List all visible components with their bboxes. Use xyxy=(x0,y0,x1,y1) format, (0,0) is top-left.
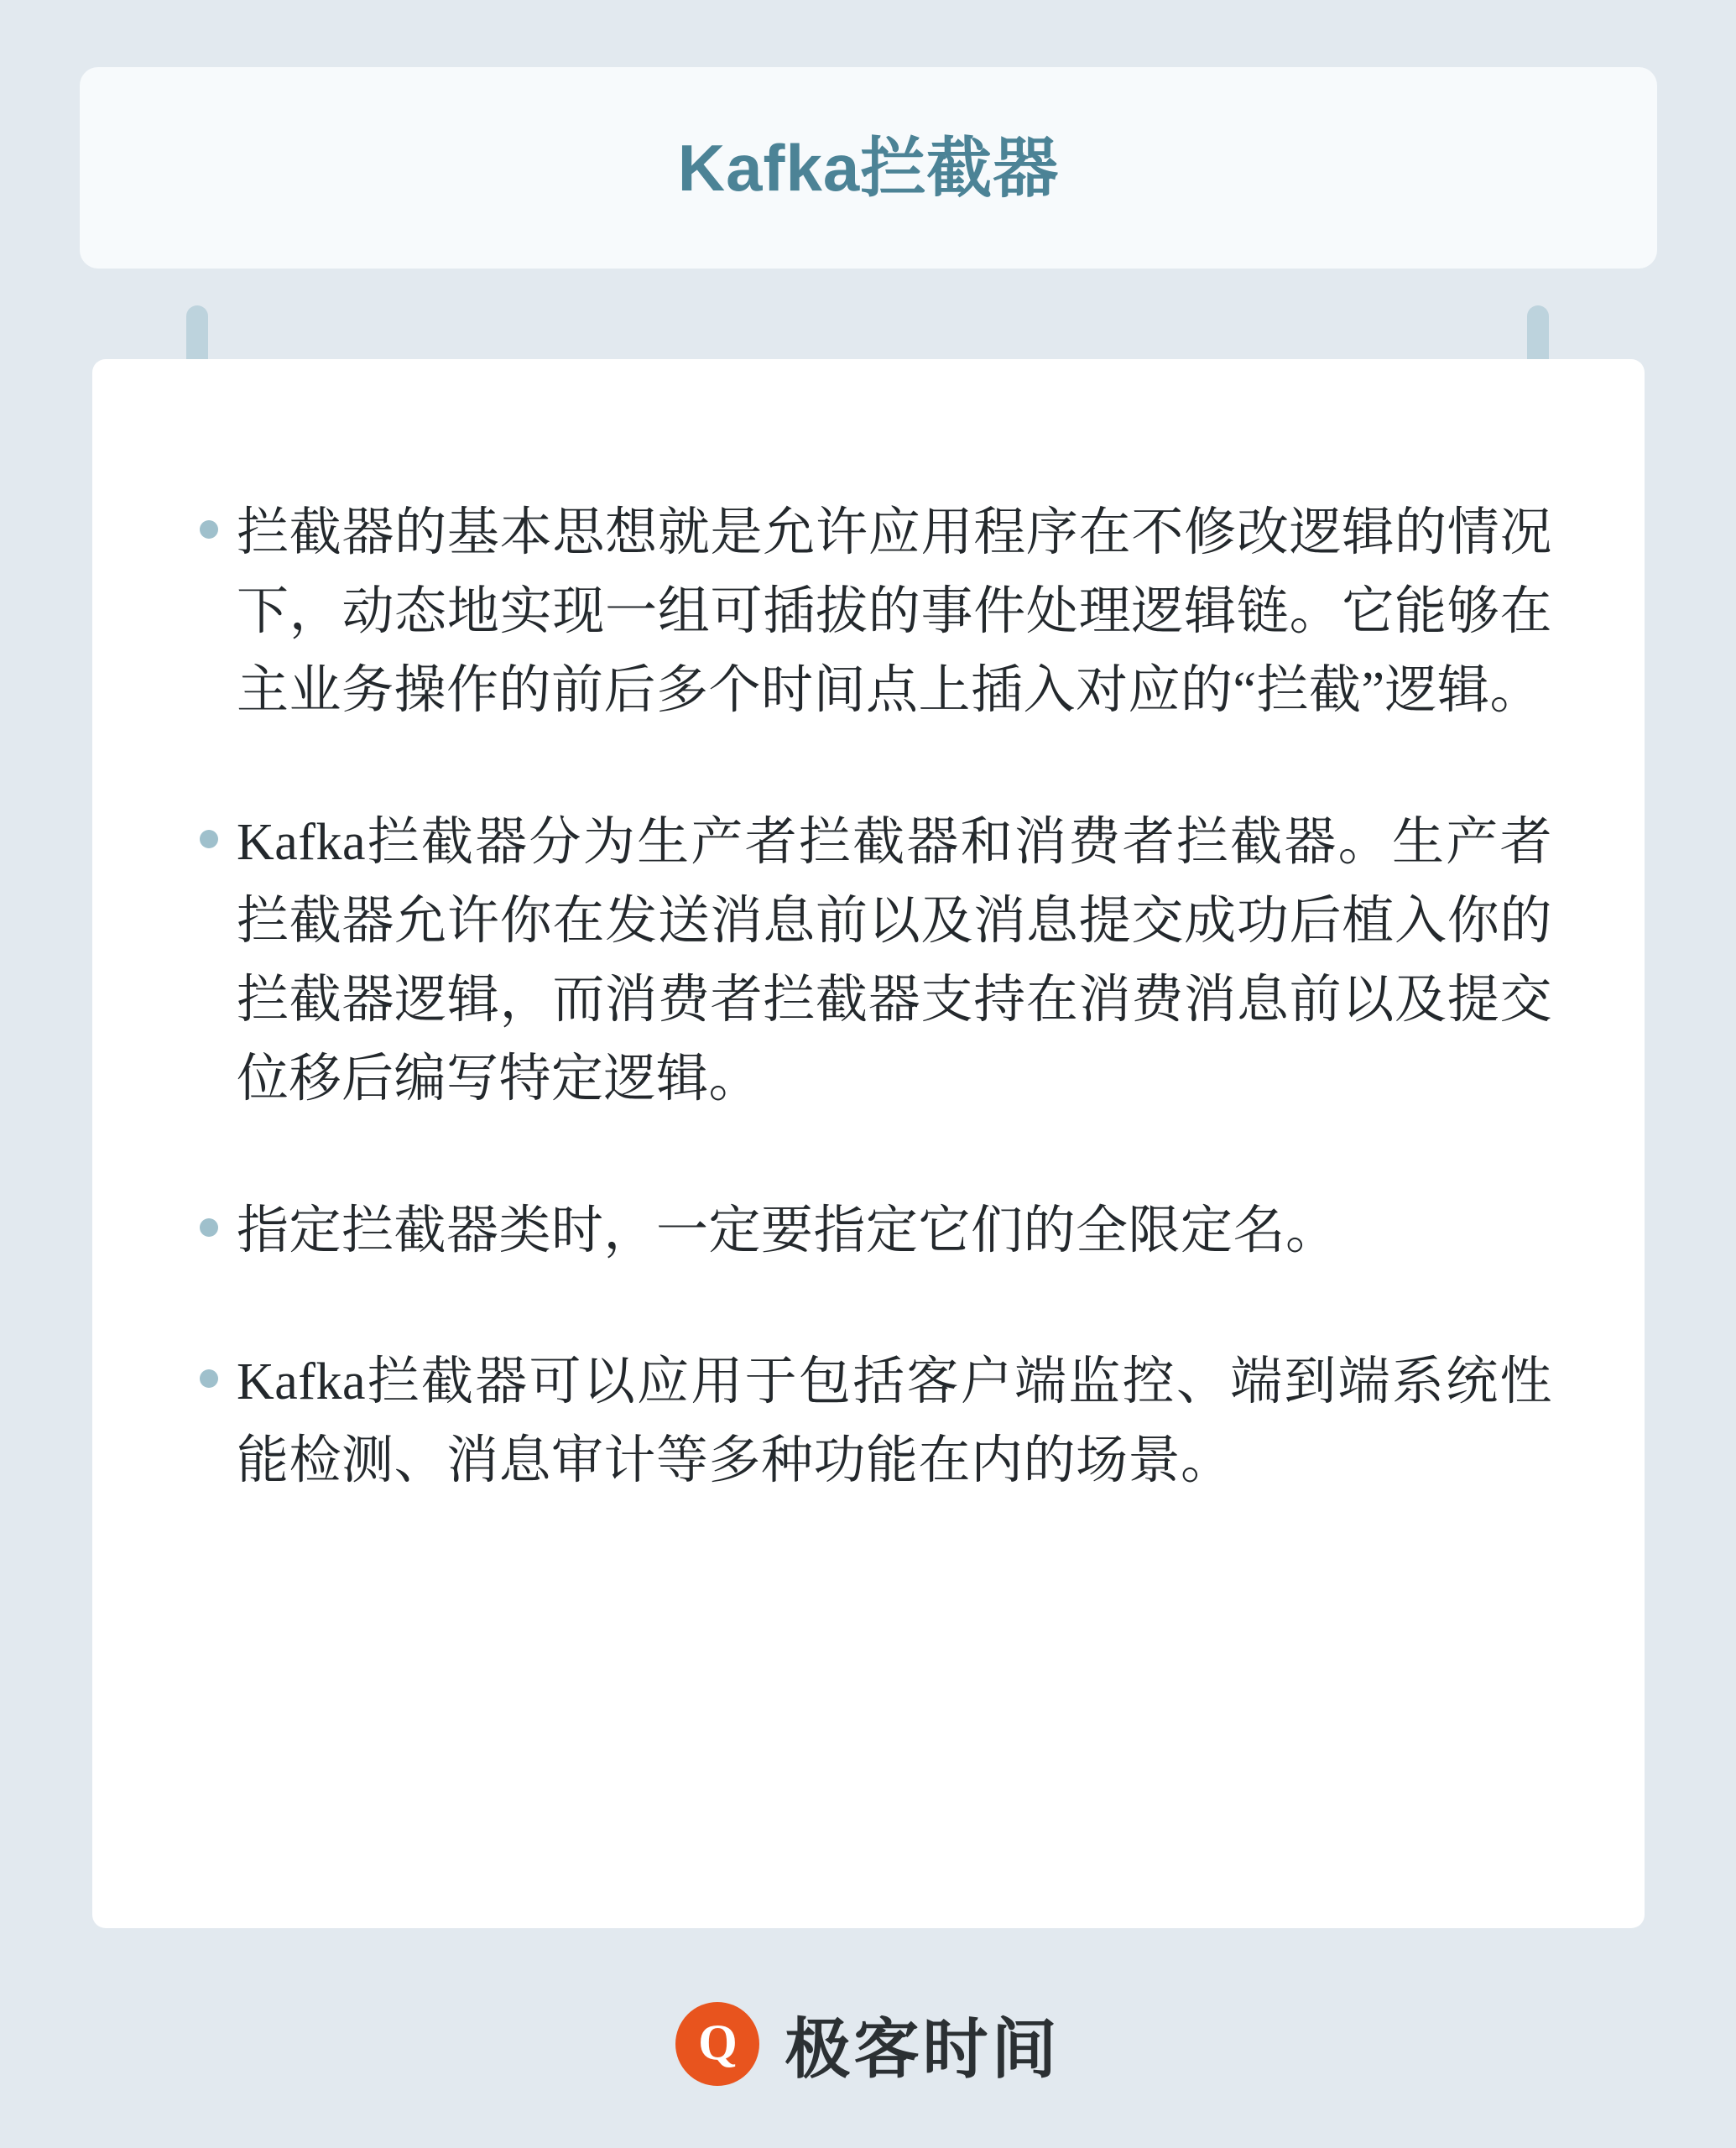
bullet-list xyxy=(193,493,1552,1500)
list-item-text: 指定拦截器类时，一定要指定它们的全限定名。 xyxy=(237,1202,1338,1259)
bullet-dot-icon xyxy=(200,830,218,848)
list-item xyxy=(193,1342,1552,1500)
list-item xyxy=(193,493,1552,731)
geekbang-logo-icon xyxy=(675,2002,759,2086)
list-item-text: Kafka拦截器分为生产者拦截器和消费者拦截器。生产者拦截器允许你在发送消息前以及消息提交成功后植入你的拦截器逻辑，而消费者拦截器支持在消费消息前以及提交位移后编写特定逻辑。 xyxy=(237,813,1552,1108)
brand-logo-glyph: Q xyxy=(698,2015,738,2070)
title-card xyxy=(80,67,1657,268)
brand-footer xyxy=(0,1997,1736,2091)
bullet-dot-icon xyxy=(200,520,218,539)
list-item-text: Kafka拦截器可以应用于包括客户端监控、端到端系统性能检测、消息审计等多种功能在内的场景。 xyxy=(237,1353,1552,1490)
brand-name: 极客时间 xyxy=(785,2012,1061,2086)
list-item xyxy=(193,1191,1552,1270)
bullet-dot-icon xyxy=(200,1369,218,1388)
content-card xyxy=(92,359,1645,1928)
list-item xyxy=(193,803,1552,1119)
page-title: Kafka拦截器 xyxy=(677,131,1060,205)
bullet-dot-icon xyxy=(200,1218,218,1237)
list-item-text: 拦截器的基本思想就是允许应用程序在不修改逻辑的情况下，动态地实现一组可插拔的事件处理逻辑链。它能够在主业务操作的前后多个时间点上插入对应的“拦截”逻辑。 xyxy=(237,504,1552,720)
